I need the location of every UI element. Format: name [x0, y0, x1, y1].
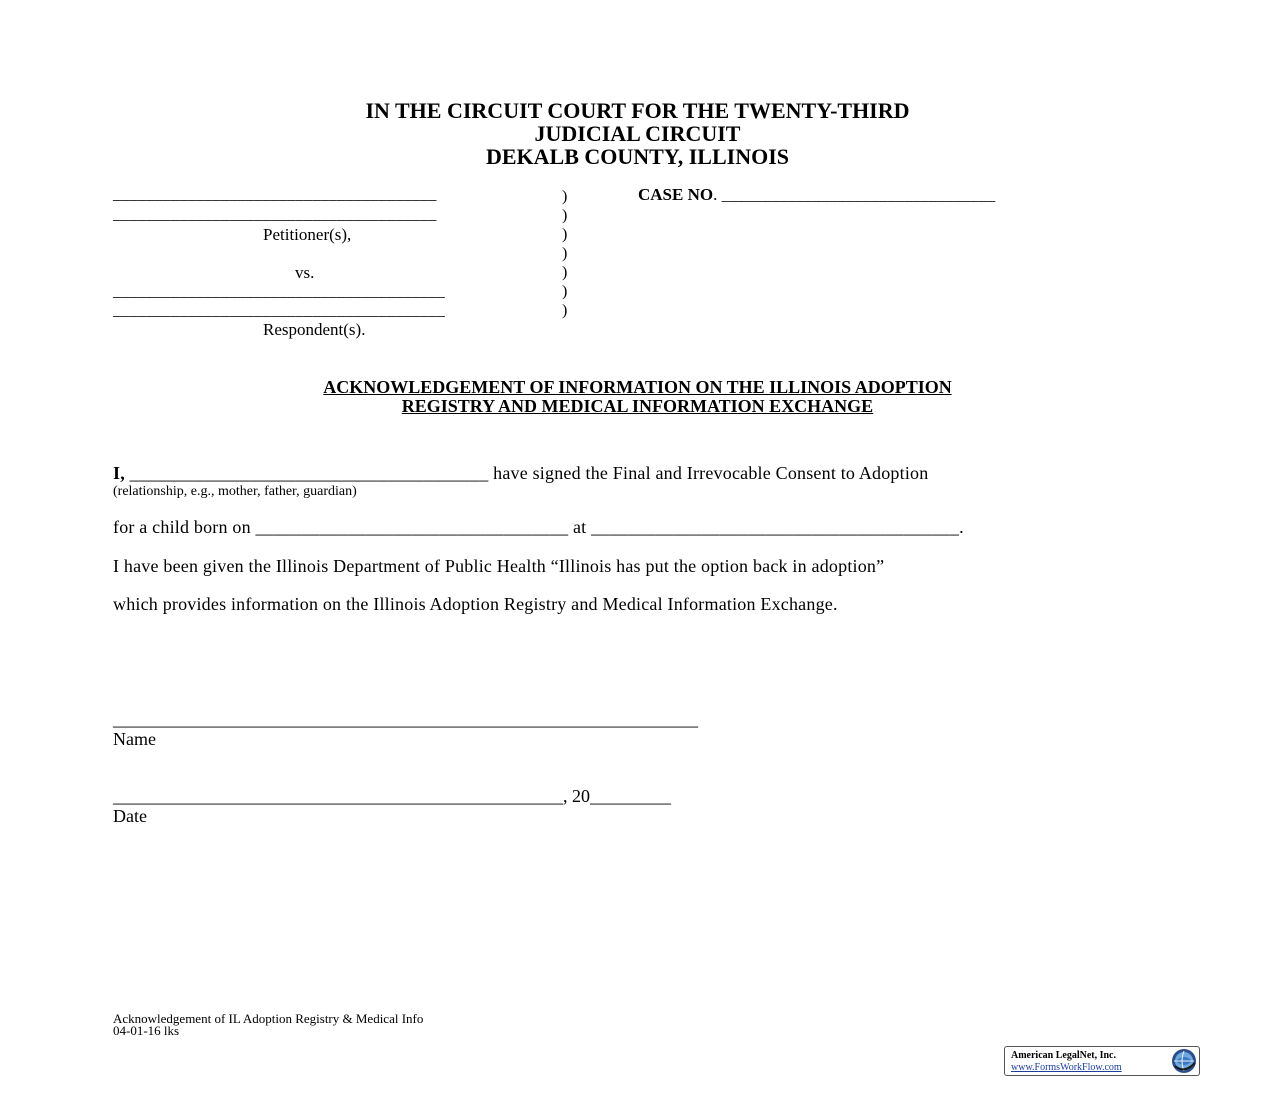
respondent-name-line-2[interactable]: ________________________________________ [113, 302, 445, 319]
caption-paren: ) [562, 226, 568, 243]
publisher-logo[interactable] [1004, 1046, 1200, 1076]
footer-form-code: 04-01-16 lks [113, 1023, 180, 1038]
relationship-note: (relationship, e.g., mother, father, guardian) [113, 484, 357, 499]
court-header-line-3: DEKALB COUNTY, ILLINOIS [486, 144, 789, 169]
caption-paren: ) [562, 283, 568, 300]
petitioner-label: Petitioner(s), [263, 225, 352, 244]
logo-company-name: American LegalNet, Inc. [1011, 1050, 1116, 1061]
case-number-label: CASE NO [638, 185, 714, 204]
birth-place-field[interactable]: ________________________________________. [591, 517, 964, 537]
case-number-row [638, 186, 996, 205]
case-number-dot: . [713, 185, 718, 204]
name-label: Name [113, 729, 156, 749]
document-title-line-1: ACKNOWLEDGEMENT OF INFORMATION ON THE ILLINOIS ADOPTION [323, 377, 952, 397]
caption-paren: ) [562, 264, 568, 281]
birth-prefix: for a child born on [113, 517, 251, 537]
globe-icon [1171, 1048, 1197, 1074]
petitioner-name-line-2[interactable]: _______________________________________ [113, 206, 437, 223]
relationship-field[interactable]: _______________________________________ [129, 463, 489, 483]
respondent-label: Respondent(s). [263, 320, 366, 339]
date-signature-line[interactable]: __________________________________________________, 20_________ [113, 786, 671, 806]
footer-form-title: Acknowledgement of IL Adoption Registry & Medical Info [113, 1011, 424, 1026]
document-title-line-2: REGISTRY AND MEDICAL INFORMATION EXCHANGE [401, 396, 874, 416]
court-header-line-1: IN THE CIRCUIT COURT FOR THE TWENTY-THIRD [365, 98, 910, 123]
information-statement-line-1: I have been given the Illinois Department of Public Health “Illinois has put the option back in adoption” [113, 556, 885, 576]
birth-date-field[interactable]: __________________________________ [255, 517, 569, 537]
information-statement-line-2: which provides information on the Illinois Adoption Registry and Medical Information Exchange. [113, 594, 838, 614]
consent-prefix: I, [113, 463, 125, 483]
caption-paren: ) [562, 188, 568, 205]
date-label: Date [113, 806, 147, 826]
caption-paren: ) [562, 207, 568, 224]
petitioner-name-line-1[interactable]: _______________________________________ [113, 186, 437, 203]
versus-label: vs. [295, 263, 315, 282]
logo-website-link[interactable]: www.FormsWorkFlow.com [1011, 1062, 1122, 1073]
consent-statement [113, 462, 928, 484]
respondent-name-line-1[interactable]: ________________________________________ [113, 283, 445, 300]
birth-statement [113, 516, 964, 538]
consent-suffix: have signed the Final and Irrevocable Consent to Adoption [493, 463, 929, 483]
name-signature-line[interactable]: _________________________________________________________________ [113, 709, 698, 729]
birth-at-label: at [572, 517, 587, 537]
caption-paren: ) [562, 245, 568, 262]
case-number-field[interactable]: _________________________________ [721, 187, 996, 204]
caption-paren: ) [562, 302, 568, 319]
court-header-line-2: JUDICIAL CIRCUIT [534, 121, 741, 146]
